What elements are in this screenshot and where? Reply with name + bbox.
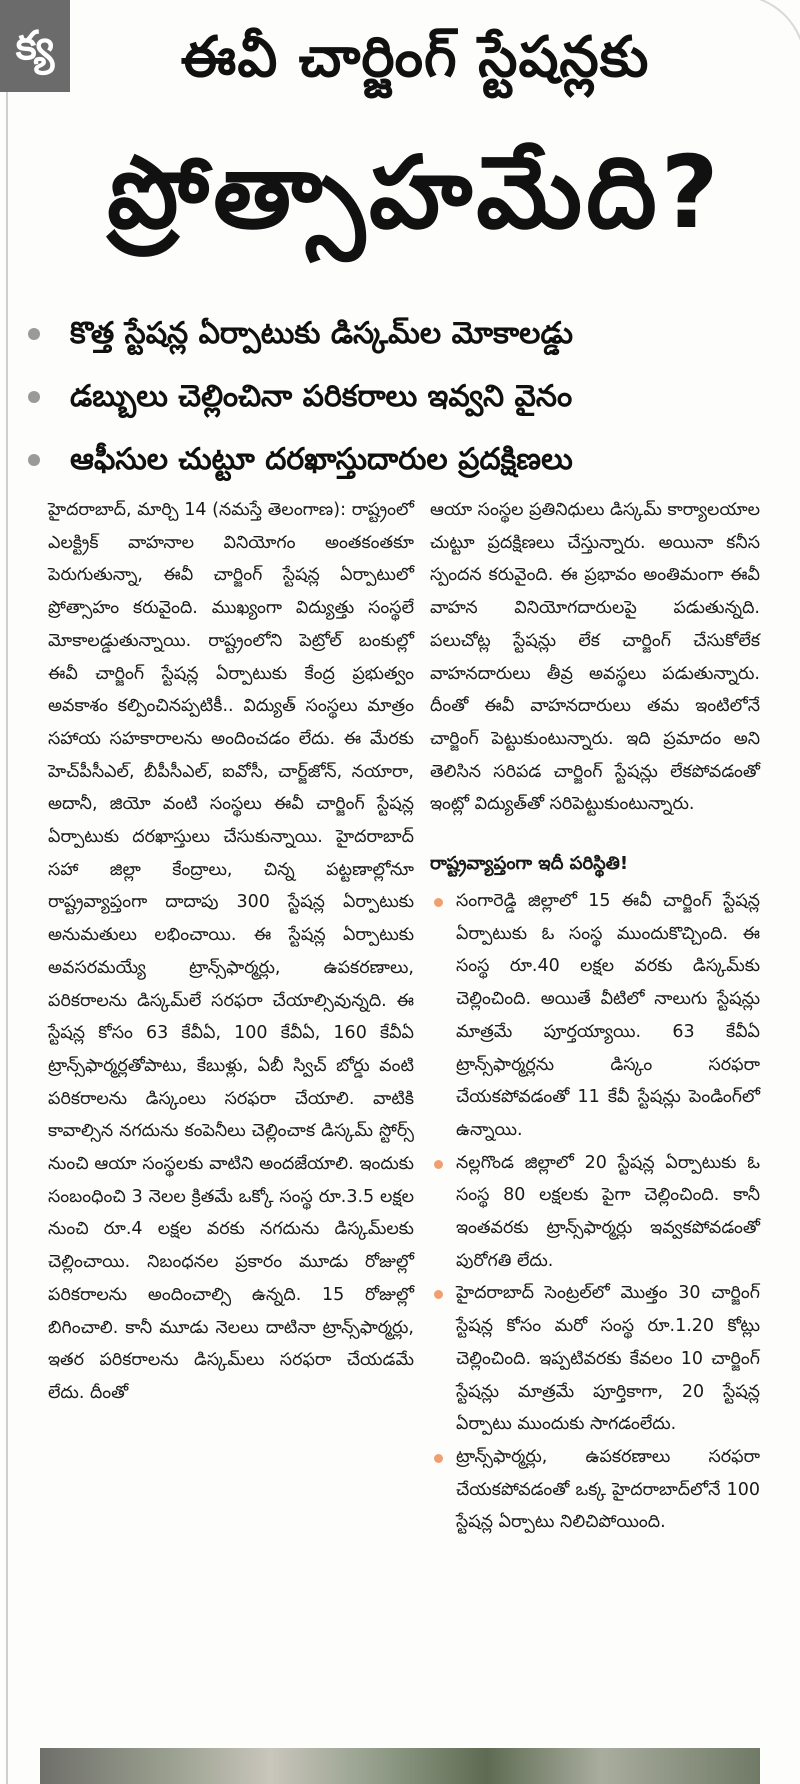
highlight-text: కొత్త స్టేషన్ల ఏర్పాటుకు డిస్కమ్‌ల మోకాలడ్డు xyxy=(70,315,574,351)
headline-line-1: ఈవీ చార్జింగ్ స్టేషన్లకు xyxy=(180,25,650,90)
bottom-photo xyxy=(40,1748,760,1784)
page-edge-rule xyxy=(6,0,8,1784)
highlight-deck xyxy=(28,302,768,491)
status-point: హైదరాబాద్ సెంట్రల్‌లో మొత్తం 30 చార్జింగ్ స్టేషన్ల కోసం మరో సంస్థ రూ.1.20 కోట్లు చెల్లించింది. ఇప్పటివరకు కేవలం 10 చార్జింగ్ స్టేషన్లు మాత్రమే పూర్తికాగా, 20 స్టేషన్ల ఏర్పాటు ముందుకు సాగడంలేదు. xyxy=(430,1277,760,1441)
sub-heading: రాష్ట్రవ్యాప్తంగా ఇదీ పరిస్థితి! xyxy=(430,853,629,875)
article-right-column xyxy=(430,494,760,1539)
status-point: ట్రాన్స్‌ఫార్మర్లు, ఉపకరణాలు సరఫరా చేయకపోవడంతో ఒక్క హైదరాబాద్‌లోనే 100 స్టేషన్ల ఏర్పాటు నిలిచిపోయింది. xyxy=(430,1441,760,1539)
status-point: సంగారెడ్డి జిల్లాలో 15 ఈవీ చార్జింగ్ స్టేషన్ల ఏర్పాటుకు ఓ సంస్థ ముందుకొచ్చింది. ఈ సంస్థ రూ.40 లక్షల వరకు డిస్కమ్‌కు చెల్లించింది. అయితే వీటిలో నాలుగు స్టేషన్లు మాత్రమే పూర్తయ్యాయి. 63 కేవీఏ ట్రాన్స్‌ఫార్మర్లను డిస్కం సరఫరా చేయకపోవడంతో 11 కేవీ స్టేషన్లు పెండింగ్‌లో ఉన్నాయి. xyxy=(430,885,760,1147)
article-left-column xyxy=(48,494,414,1410)
highlight-text: డబ్బులు చెల్లించినా పరికరాలు ఇవ్వని వైనం xyxy=(70,378,573,414)
highlight-item xyxy=(28,302,768,365)
bullet-icon xyxy=(28,328,40,340)
status-point: నల్లగొండ జిల్లాలో 20 స్టేషన్ల ఏర్పాటుకు ఓ సంస్థ 80 లక్షలకు పైగా చెల్లించింది. కానీ ఇంతవరకు ట్రాన్స్‌ఫార్మర్లు ఇవ్వకపోవడంతో పురోగతి లేదు. xyxy=(430,1147,760,1278)
section-tab: క్య xyxy=(0,0,70,92)
bullet-icon xyxy=(28,391,40,403)
highlight-item xyxy=(28,428,768,491)
article-body-text: హైదరాబాద్, మార్చి 14 (నమస్తే తెలంగాణ): రాష్ట్రంలో ఎలక్ట్రిక్ వాహనాల వినియోగం అంతకంతకూ పెరుగుతున్నా, ఈవీ చార్జింగ్ స్టేషన్ల ఏర్పాటులో ప్రోత్సాహం కరువైంది. ముఖ్యంగా విద్యుత్తు సంస్థలే మోకాలడ్డుతున్నాయి. రాష్ట్రంలోని పెట్రోల్ బంకుల్లో ఈవీ చార్జింగ్ స్టేషన్ల ఏర్పాటుకు కేంద్ర ప్రభుత్వం అవకాశం కల్పించినప్పటికీ.. విద్యుత్ సంస్థలు మాత్రం సహాయ సహకారాలను అందించడం లేదు. ఈ మేరకు హెచ్‌పీసీఎల్, బీపీసీఎల్, ఐవోసీ, చార్జ్‌జోన్, నయారా, అదానీ, జియో వంటి సంస్థలు ఈవీ చార్జింగ్ స్టేషన్ల ఏర్పాటుకు దరఖాస్తులు చేసుకున్నాయి. హైదరాబాద్ సహా జిల్లా కేంద్రాలు, చిన్న పట్టణాల్లోనూ రాష్ట్రవ్యాప్తంగా దాదాపు 300 స్టేషన్ల ఏర్పాటుకు అనుమతులు లభించాయి. ఈ స్టేషన్ల ఏర్పాటుకు అవసరమయ్యే ట్రాన్స్‌ఫార్మర్లు, ఉపకరణాలు, పరికరాలను డిస్కమ్‌లే సరఫరా చేయాల్సివున్నది. ఈ స్టేషన్ల కోసం 63 కేవీఏ, 100 కేవీఏ, 160 కేవీఏ ట్రాన్స్‌ఫార్మర్లతోపాటు, కేబుళ్లు, ఏబీ స్విచ్ బోర్డు వంటి పరికరాలను డిస్కంలు సరఫరా చేయాలి. వాటికి కావాల్సిన నగదును కంపెనీలు చెల్లించాక డిస్కమ్ స్టోర్స్ నుంచి ఆయా సంస్థలకు వాటిని అందజేయాలి. ఇందుకు సంబంధించి 3 నెలల క్రితమే ఒక్కో సంస్థ రూ.3.5 లక్షల నుంచి రూ.4 లక్షల వరకు నగదును డిస్కమ్‌లకు చెల్లించాయి. నిబంధనల ప్రకారం మూడు రోజుల్లో పరికరాలను అందించాల్సి ఉన్నది. 15 రోజుల్లో బిగించాలి. కానీ మూడు నెలలు దాటినా ట్రాన్స్‌ఫార్మర్లు, ఇతర పరికరాలను డిస్కమ్‌లు సరఫరా చేయడమే లేదు. దీంతో xyxy=(48,500,414,1403)
article-body-text: ఆయా సంస్థల ప్రతినిధులు డిస్కమ్ కార్యాలయాల చుట్టూ ప్రదక్షిణలు చేస్తున్నారు. అయినా కనీస స్పందన కరువైంది. ఈ ప్రభావం అంతిమంగా ఈవీ వాహన వినియోగదారులపై పడుతున్నది. పలుచోట్ల స్టేషన్లు లేక చార్జింగ్ చేసుకోలేక వాహనదారులు తీవ్ర అవస్థలు పడుతున్నారు. దీంతో ఈవీ వాహనదారులు తమ ఇంటిలోనే చార్జింగ్ పెట్టుకుంటున్నారు. ఇది ప్రమాదం అని తెలిసిన సరిపడ చార్జింగ్ స్టేషన్లు లేకపోవడంతో ఇంట్లో విద్యుత్‌తో సరిపెట్టుకుంటున్నారు. xyxy=(430,500,760,815)
bullet-icon xyxy=(28,454,40,466)
highlight-item xyxy=(28,365,768,428)
highlight-text: ఆఫీసుల చుట్టూ దరఖాస్తుదారుల ప్రదక్షిణలు xyxy=(70,441,573,477)
headline-line-2: ప్రోత్సాహమేది? xyxy=(107,134,723,251)
